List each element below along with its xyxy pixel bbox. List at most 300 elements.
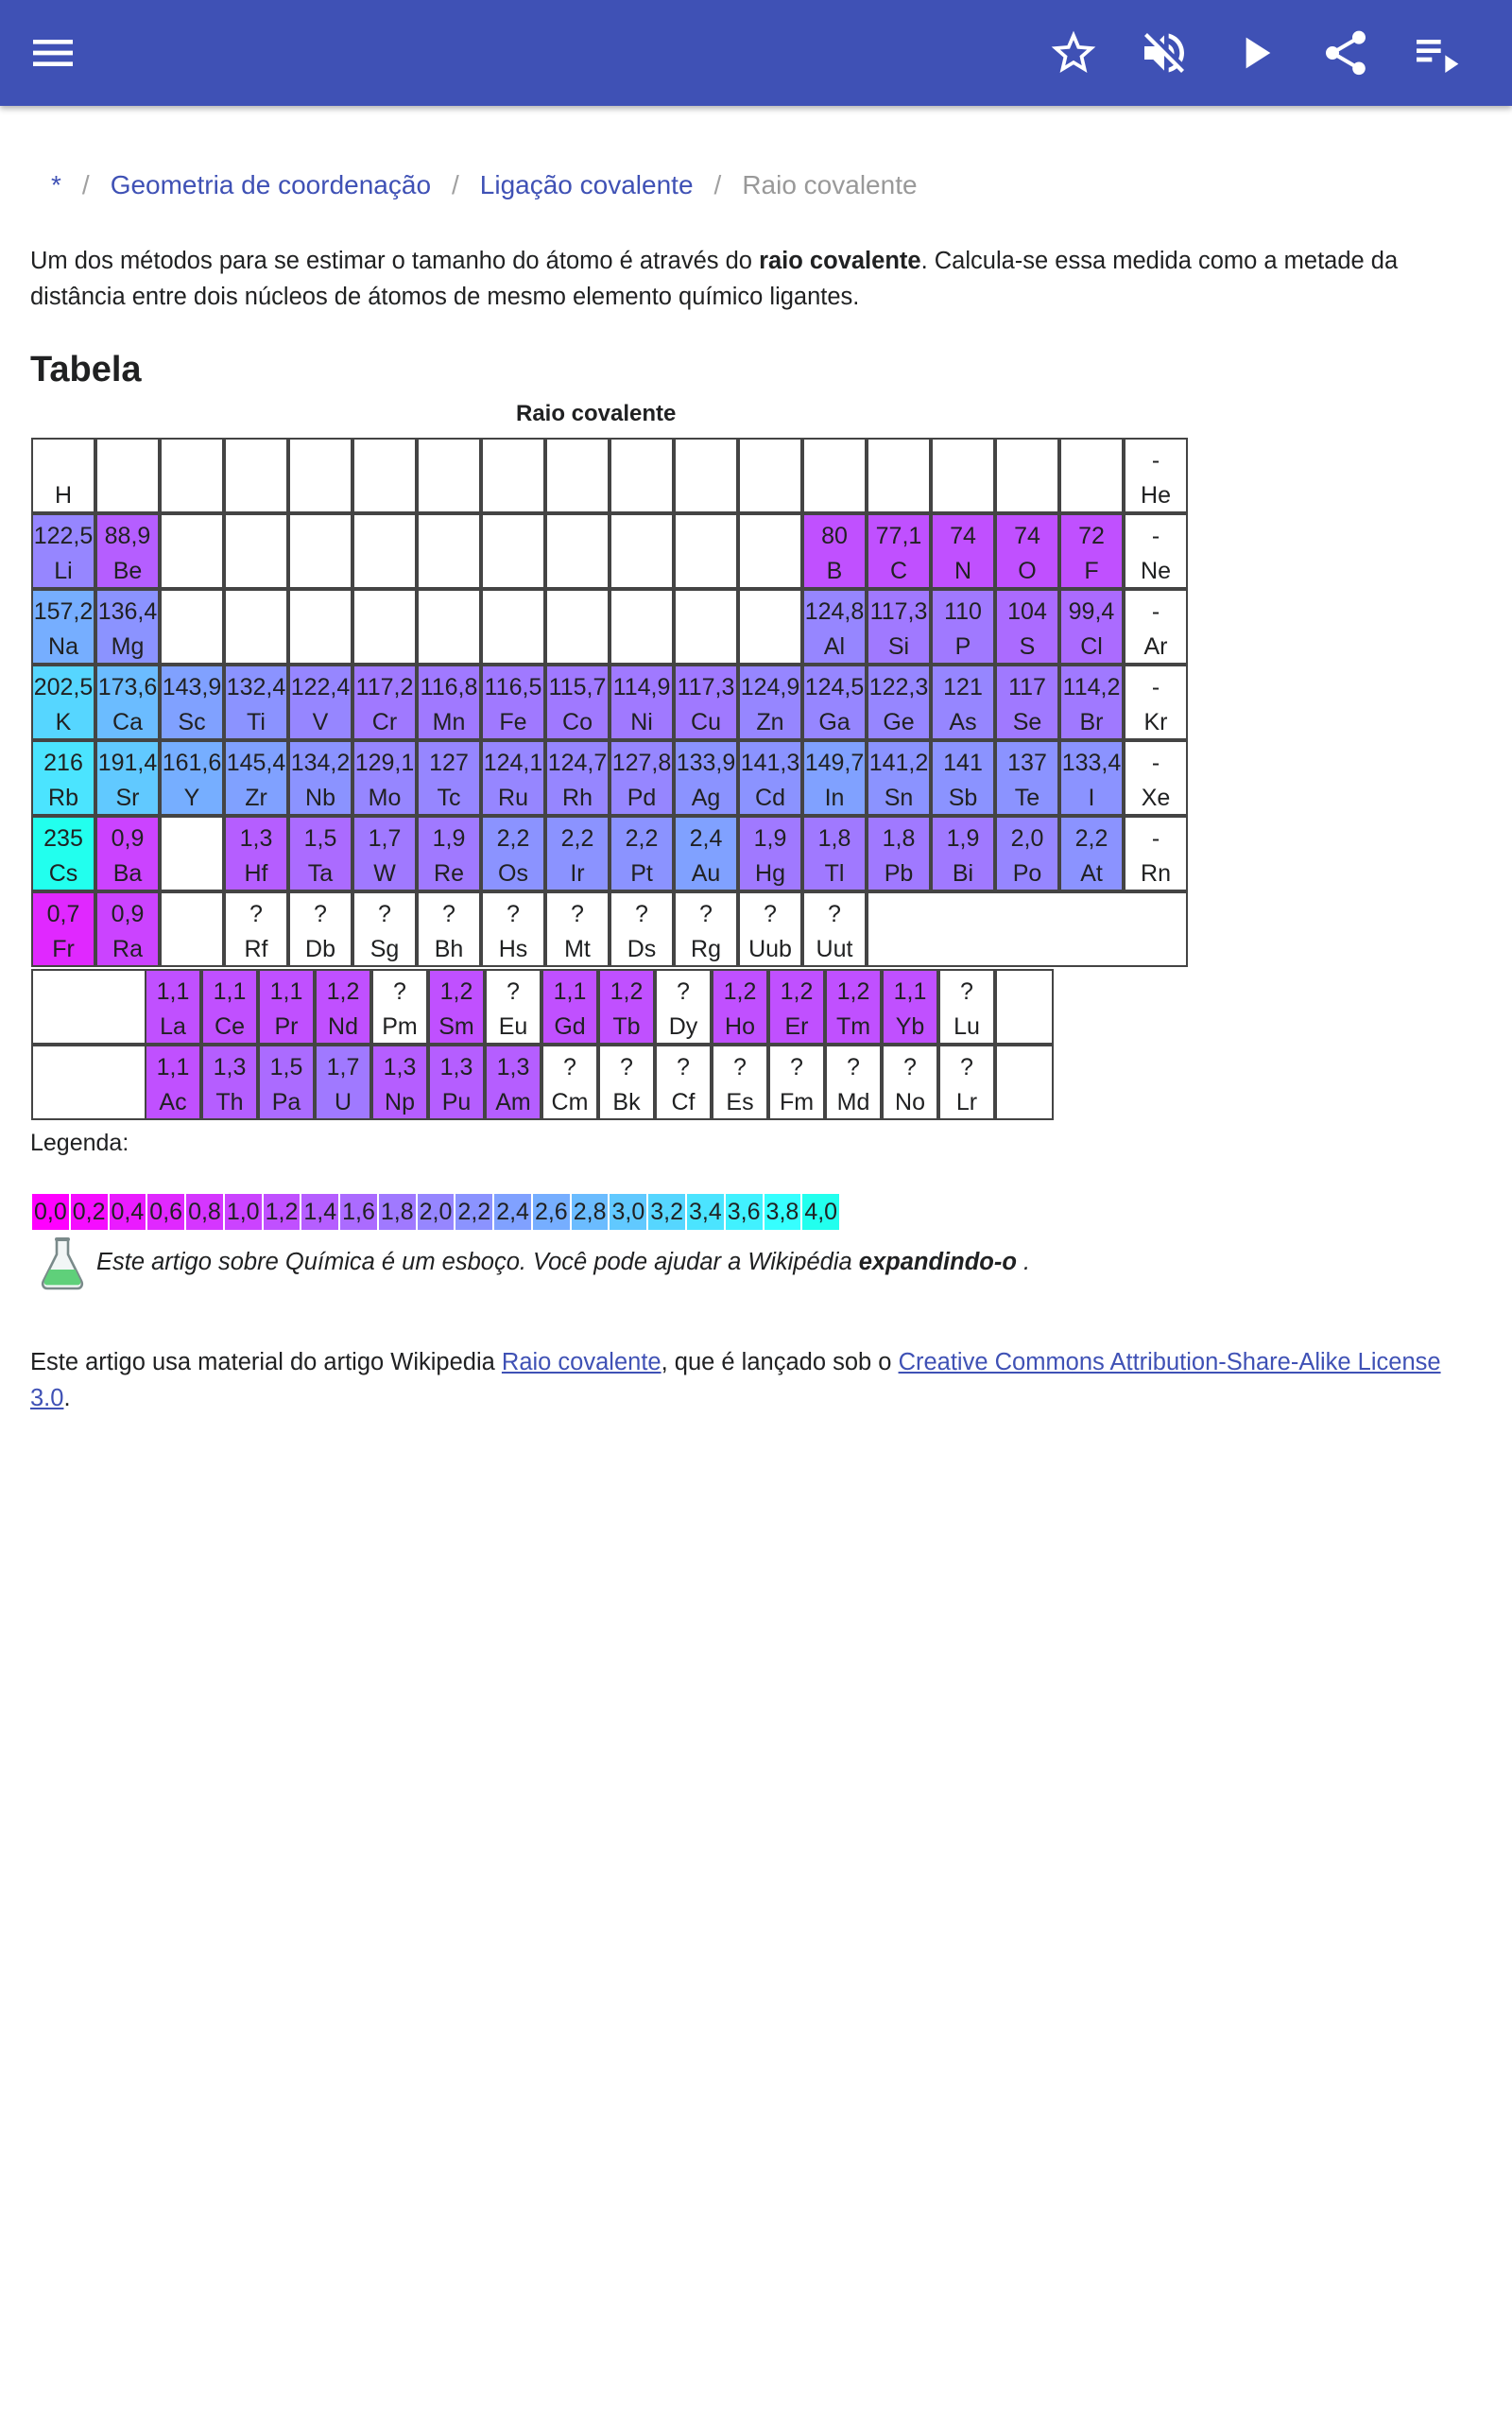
empty-cell (995, 969, 1054, 1045)
element-symbol: Ge (883, 709, 915, 735)
element-cell-po (995, 816, 1059, 891)
element-value: 72 (1078, 523, 1105, 549)
element-cell-mg (95, 589, 160, 665)
element-value: 134,2 (290, 750, 351, 776)
element-value: - (1151, 750, 1160, 776)
element-cell-am (485, 1045, 541, 1120)
element-cell-hg (738, 816, 802, 891)
element-symbol: Ta (307, 860, 334, 887)
element-value: ? (249, 901, 263, 927)
element-symbol: Cs (48, 860, 78, 887)
menu-icon[interactable] (26, 26, 79, 79)
element-symbol: Mo (368, 785, 402, 811)
element-value: ? (378, 901, 391, 927)
element-cell-n (931, 513, 995, 589)
element-cell-as (931, 665, 995, 740)
element-symbol: P (954, 633, 971, 660)
empty-cell (31, 1045, 146, 1120)
element-cell-os (481, 816, 545, 891)
legend-swatch: 3,2 (648, 1194, 685, 1230)
element-cell-sm (428, 969, 485, 1045)
legend-swatch: 2,0 (418, 1194, 455, 1230)
element-symbol: Ca (112, 709, 143, 735)
element-value: 161,6 (162, 750, 222, 776)
element-value: 1,2 (439, 978, 473, 1005)
element-value: 1,1 (269, 978, 303, 1005)
element-cell-np (371, 1045, 428, 1120)
element-value: 127,8 (611, 750, 672, 776)
element-symbol: Se (1012, 709, 1042, 735)
element-cell-eu (485, 969, 541, 1045)
empty-cell (545, 438, 610, 513)
element-value: 127 (429, 750, 469, 776)
element-symbol: Pt (630, 860, 653, 887)
element-value: 122,4 (290, 674, 351, 700)
app-bar (0, 0, 1512, 106)
empty-cell (288, 438, 352, 513)
element-cell-co (545, 665, 610, 740)
element-symbol: V (312, 709, 329, 735)
element-cell-ti (224, 665, 288, 740)
element-symbol: Lr (955, 1089, 978, 1115)
element-value: ? (960, 1054, 973, 1080)
element-cell-zr (224, 740, 288, 816)
element-value: 1,8 (882, 825, 916, 852)
element-value: 1,1 (553, 978, 587, 1005)
element-symbol: Ni (630, 709, 653, 735)
element-cell-xe (1124, 740, 1188, 816)
license-text: Este artigo usa material do artigo Wikipedia (30, 1349, 502, 1375)
empty-cell (31, 969, 146, 1045)
element-symbol: Ga (818, 709, 850, 735)
element-cell-ga (802, 665, 867, 740)
element-value: 2,2 (1074, 825, 1108, 852)
element-cell-ba (95, 816, 160, 891)
element-cell-te (995, 740, 1059, 816)
intro-text-end: . Calcula-se essa medida como a metade da distância entre dois núcleos de átomos de mesmo elemento químico ligantes. (30, 248, 1399, 310)
element-cell-es (712, 1045, 768, 1120)
element-cell-tb (598, 969, 655, 1045)
element-symbol: Ti (247, 709, 266, 735)
empty-cell (738, 438, 802, 513)
element-symbol: Rh (562, 785, 593, 811)
element-cell-in (802, 740, 867, 816)
element-cell-gd (541, 969, 598, 1045)
element-symbol: Np (385, 1089, 415, 1115)
element-cell-lr (938, 1045, 995, 1120)
element-cell-la (145, 969, 201, 1045)
element-value: 137 (1007, 750, 1047, 776)
element-cell-uut (802, 891, 867, 967)
empty-cell (931, 438, 995, 513)
empty-cell (802, 438, 867, 513)
element-value: 136,4 (97, 598, 158, 625)
element-cell-se (995, 665, 1059, 740)
element-symbol: Sr (115, 785, 140, 811)
element-symbol: Be (112, 558, 143, 584)
element-symbol: Tb (612, 1013, 641, 1040)
element-cell-rf (224, 891, 288, 967)
element-value: 1,9 (946, 825, 980, 852)
element-cell-rn (1124, 816, 1188, 891)
element-value: 115,7 (548, 674, 607, 700)
element-value: - (1151, 523, 1160, 549)
element-cell-s (995, 589, 1059, 665)
empty-cell (160, 438, 224, 513)
element-symbol: Na (48, 633, 78, 660)
element-cell-sg (352, 891, 417, 967)
legend-swatch: 2,4 (494, 1194, 531, 1230)
element-symbol: Tl (824, 860, 845, 887)
element-value: 2,2 (625, 825, 659, 852)
element-cell-si (867, 589, 931, 665)
breadcrumb-separator: / (452, 170, 459, 199)
element-cell-rb (31, 740, 95, 816)
element-symbol: Dy (668, 1013, 698, 1040)
element-cell-kr (1124, 665, 1188, 740)
element-cell-sc (160, 665, 224, 740)
element-cell-ce (201, 969, 258, 1045)
element-symbol: Cd (755, 785, 785, 811)
element-cell-cu (674, 665, 738, 740)
element-symbol: Tc (437, 785, 461, 811)
element-cell-cm (541, 1045, 598, 1120)
element-value: 1,2 (326, 978, 360, 1005)
element-value: 1,2 (836, 978, 870, 1005)
element-value: 80 (821, 523, 848, 549)
element-cell-nd (315, 969, 371, 1045)
element-symbol: Tm (835, 1013, 871, 1040)
element-symbol: Mt (564, 936, 591, 962)
element-symbol: As (949, 709, 977, 735)
element-value: - (1151, 447, 1160, 474)
empty-cell (224, 513, 288, 589)
breadcrumb-link-coordination-geometry[interactable]: Geometria de coordenação (110, 170, 432, 199)
element-value: 1,7 (326, 1054, 360, 1080)
element-value: 124,1 (483, 750, 543, 776)
element-value: ? (677, 1054, 690, 1080)
empty-cell (352, 438, 417, 513)
element-symbol: Pb (884, 860, 914, 887)
element-cell-y (160, 740, 224, 816)
element-value: 116,8 (420, 674, 478, 700)
element-cell-hf (224, 816, 288, 891)
element-symbol: Pa (271, 1089, 301, 1115)
star-outline-icon[interactable] (1047, 26, 1100, 79)
expand-link[interactable]: expandindo-o (858, 1249, 1017, 1275)
empty-cell (674, 589, 738, 665)
element-symbol: Gd (554, 1013, 586, 1040)
element-symbol: I (1088, 785, 1095, 811)
element-value: ? (507, 901, 520, 927)
element-cell-pd (610, 740, 674, 816)
element-value: 149,7 (804, 750, 865, 776)
element-value: 124,5 (804, 674, 865, 700)
element-value: 216 (43, 750, 83, 776)
element-value: 0,7 (46, 901, 80, 927)
element-value: 121 (943, 674, 983, 700)
element-symbol: K (55, 709, 72, 735)
empty-cell (352, 513, 417, 589)
element-value: 143,9 (162, 674, 222, 700)
legend-swatch: 1,0 (225, 1194, 262, 1230)
element-cell-rh (545, 740, 610, 816)
element-symbol: B (826, 558, 843, 584)
volume-off-icon[interactable] (1138, 26, 1191, 79)
intro-bold-term: raio covalente (759, 248, 921, 274)
element-value: 124,9 (740, 674, 800, 700)
element-symbol: Y (183, 785, 200, 811)
element-symbol: U (334, 1089, 352, 1115)
element-value: 0,9 (111, 901, 145, 927)
element-cell-o (995, 513, 1059, 589)
element-value: 1,5 (303, 825, 337, 852)
element-cell-pt (610, 816, 674, 891)
element-cell-ta (288, 816, 352, 891)
play-icon[interactable] (1228, 26, 1281, 79)
element-symbol: Db (305, 936, 335, 962)
empty-cell (417, 513, 481, 589)
element-value: 2,2 (496, 825, 530, 852)
legend-swatch: 1,6 (340, 1194, 377, 1230)
element-symbol: Hs (498, 936, 528, 962)
element-symbol: Si (887, 633, 910, 660)
element-symbol: Xe (1141, 785, 1171, 811)
element-cell-ge (867, 665, 931, 740)
element-symbol: O (1018, 558, 1037, 584)
element-symbol: La (160, 1013, 186, 1040)
element-symbol: Fr (52, 936, 75, 962)
intro-paragraph (30, 243, 1482, 315)
empty-cell (160, 816, 224, 891)
empty-cell (867, 438, 931, 513)
element-value: 2,4 (689, 825, 723, 852)
element-cell-ag (674, 740, 738, 816)
element-symbol: Zn (756, 709, 784, 735)
article-source-link[interactable]: Raio covalente (501, 1349, 662, 1375)
empty-cell (995, 438, 1059, 513)
element-cell-bk (598, 1045, 655, 1120)
empty-cell (352, 589, 417, 665)
element-cell-ar (1124, 589, 1188, 665)
breadcrumb-home-link[interactable]: * (51, 170, 61, 199)
element-symbol: Th (215, 1089, 244, 1115)
empty-cell (224, 438, 288, 513)
element-value: ? (903, 1054, 917, 1080)
element-symbol: Ag (691, 785, 721, 811)
license-text-middle: , que é lançado sob o (661, 1349, 899, 1375)
empty-cell (160, 589, 224, 665)
element-value: 1,1 (156, 1054, 190, 1080)
element-cell-b (802, 513, 867, 589)
element-cell-br (1059, 665, 1124, 740)
element-symbol: Pu (441, 1089, 472, 1115)
element-value: 1,9 (432, 825, 466, 852)
element-symbol: Hg (755, 860, 785, 887)
breadcrumb (51, 170, 918, 200)
playlist-icon[interactable] (1410, 26, 1463, 79)
element-value: ? (699, 901, 713, 927)
element-cell-au (674, 816, 738, 891)
element-symbol: Os (498, 860, 528, 887)
element-cell-mn (417, 665, 481, 740)
element-symbol: Ba (112, 860, 143, 887)
element-cell-fm (768, 1045, 825, 1120)
empty-cell (288, 513, 352, 589)
element-symbol: Sb (948, 785, 978, 811)
element-symbol: Eu (498, 1013, 528, 1040)
empty-cell (417, 438, 481, 513)
stub-end: . (1016, 1249, 1031, 1275)
element-value: 117,3 (869, 598, 928, 625)
element-value: 133,9 (676, 750, 736, 776)
element-value: 1,9 (753, 825, 787, 852)
element-cell-he (1124, 438, 1188, 513)
license-paragraph (30, 1344, 1482, 1416)
element-symbol: Lu (954, 1013, 980, 1040)
element-symbol: Es (726, 1089, 754, 1115)
empty-cell (481, 589, 545, 665)
element-value: - (1151, 598, 1160, 625)
element-symbol: Mn (432, 709, 466, 735)
stub-notice (30, 1236, 1482, 1292)
element-value: ? (677, 978, 690, 1005)
element-symbol: Nd (328, 1013, 358, 1040)
element-value: ? (393, 978, 406, 1005)
element-cell-dy (655, 969, 712, 1045)
license-link[interactable]: Creative Commons Attribution-Share-Alike License 3.0 (30, 1349, 1441, 1411)
element-symbol: Fe (499, 709, 527, 735)
element-value: ? (563, 1054, 576, 1080)
element-symbol: F (1084, 558, 1099, 584)
element-symbol: Pr (274, 1013, 299, 1040)
element-symbol: Kr (1143, 709, 1168, 735)
legend-swatch: 2,2 (455, 1194, 492, 1230)
legend-swatch: 2,8 (572, 1194, 609, 1230)
element-value: 2,0 (1010, 825, 1044, 852)
legend-swatch: 3,6 (726, 1194, 763, 1230)
empty-cell (610, 513, 674, 589)
element-symbol: Zr (245, 785, 267, 811)
element-value: ? (764, 901, 777, 927)
empty-cell (224, 589, 288, 665)
element-cell-ir (545, 816, 610, 891)
element-symbol: Uub (748, 936, 792, 962)
element-symbol: Uut (816, 936, 853, 962)
license-text-end: . (63, 1385, 71, 1411)
breadcrumb-link-covalent-bond[interactable]: Ligação covalente (479, 170, 694, 199)
empty-cell (481, 438, 545, 513)
element-cell-c (867, 513, 931, 589)
element-value: ? (790, 1054, 803, 1080)
element-value: ? (960, 978, 973, 1005)
element-value: 99,4 (1068, 598, 1115, 625)
element-symbol: Te (1014, 785, 1040, 811)
element-value: 173,6 (97, 674, 158, 700)
element-value: ? (733, 1054, 747, 1080)
intro-text: Um dos métodos para se estimar o tamanho do átomo é através do (30, 248, 760, 274)
element-symbol: Fm (779, 1089, 815, 1115)
legend-swatch: 0,2 (71, 1194, 108, 1230)
empty-cell (288, 589, 352, 665)
element-cell-sn (867, 740, 931, 816)
element-value: 117,2 (355, 674, 414, 700)
element-cell-cd (738, 740, 802, 816)
element-value: 141 (943, 750, 983, 776)
element-value: 77,1 (875, 523, 922, 549)
legend-swatch: 4,0 (802, 1194, 839, 1230)
element-symbol: No (895, 1089, 925, 1115)
element-symbol: Ac (159, 1089, 187, 1115)
element-cell-ra (95, 891, 160, 967)
empty-cell (481, 513, 545, 589)
legend-swatch: 0,4 (110, 1194, 146, 1230)
empty-cell (95, 438, 160, 513)
legend-swatch: 1,4 (301, 1194, 338, 1230)
section-heading: Tabela (30, 350, 142, 389)
element-value: 104 (1007, 598, 1047, 625)
element-symbol: Bi (952, 860, 974, 887)
element-cell-sb (931, 740, 995, 816)
element-cell-er (768, 969, 825, 1045)
element-symbol: Cu (691, 709, 721, 735)
element-value: 1,3 (383, 1054, 417, 1080)
element-symbol: Ne (1141, 558, 1171, 584)
element-value: 133,4 (1061, 750, 1122, 776)
element-symbol: Cf (671, 1089, 696, 1115)
legend-label: Legenda: (30, 1130, 129, 1156)
element-cell-ru (481, 740, 545, 816)
element-cell-mt (545, 891, 610, 967)
element-symbol: Ra (112, 936, 143, 962)
element-value: 1,3 (213, 1054, 247, 1080)
empty-cell (738, 513, 802, 589)
element-value: 1,3 (496, 1054, 530, 1080)
element-cell-li (31, 513, 95, 589)
element-value: 122,3 (868, 674, 929, 700)
element-value: 2,2 (560, 825, 594, 852)
empty-cell (674, 513, 738, 589)
legend-swatch: 0,8 (186, 1194, 223, 1230)
element-symbol: Am (495, 1089, 531, 1115)
element-symbol: N (954, 558, 972, 584)
element-value: 124,7 (547, 750, 608, 776)
element-value: 88,9 (104, 523, 151, 549)
element-cell-at (1059, 816, 1124, 891)
element-cell-fr (31, 891, 95, 967)
table-caption: Raio covalente (516, 401, 677, 426)
element-cell-ho (712, 969, 768, 1045)
element-symbol: Sg (369, 936, 400, 962)
element-symbol: Co (562, 709, 593, 735)
element-value: - (1151, 674, 1160, 700)
element-value: 191,4 (97, 750, 158, 776)
element-value: ? (314, 901, 327, 927)
element-cell-tm (825, 969, 882, 1045)
element-value: ? (635, 901, 648, 927)
element-value: 1,1 (213, 978, 247, 1005)
element-value: 202,5 (33, 674, 94, 700)
element-cell-ca (95, 665, 160, 740)
breadcrumb-current: Raio covalente (742, 170, 918, 199)
element-symbol: W (373, 860, 396, 887)
share-icon[interactable] (1319, 26, 1372, 79)
element-cell-cs (31, 816, 95, 891)
element-value: 132,4 (226, 674, 286, 700)
empty-cell (995, 1045, 1054, 1120)
element-symbol: Mg (111, 633, 145, 660)
element-cell-zn (738, 665, 802, 740)
